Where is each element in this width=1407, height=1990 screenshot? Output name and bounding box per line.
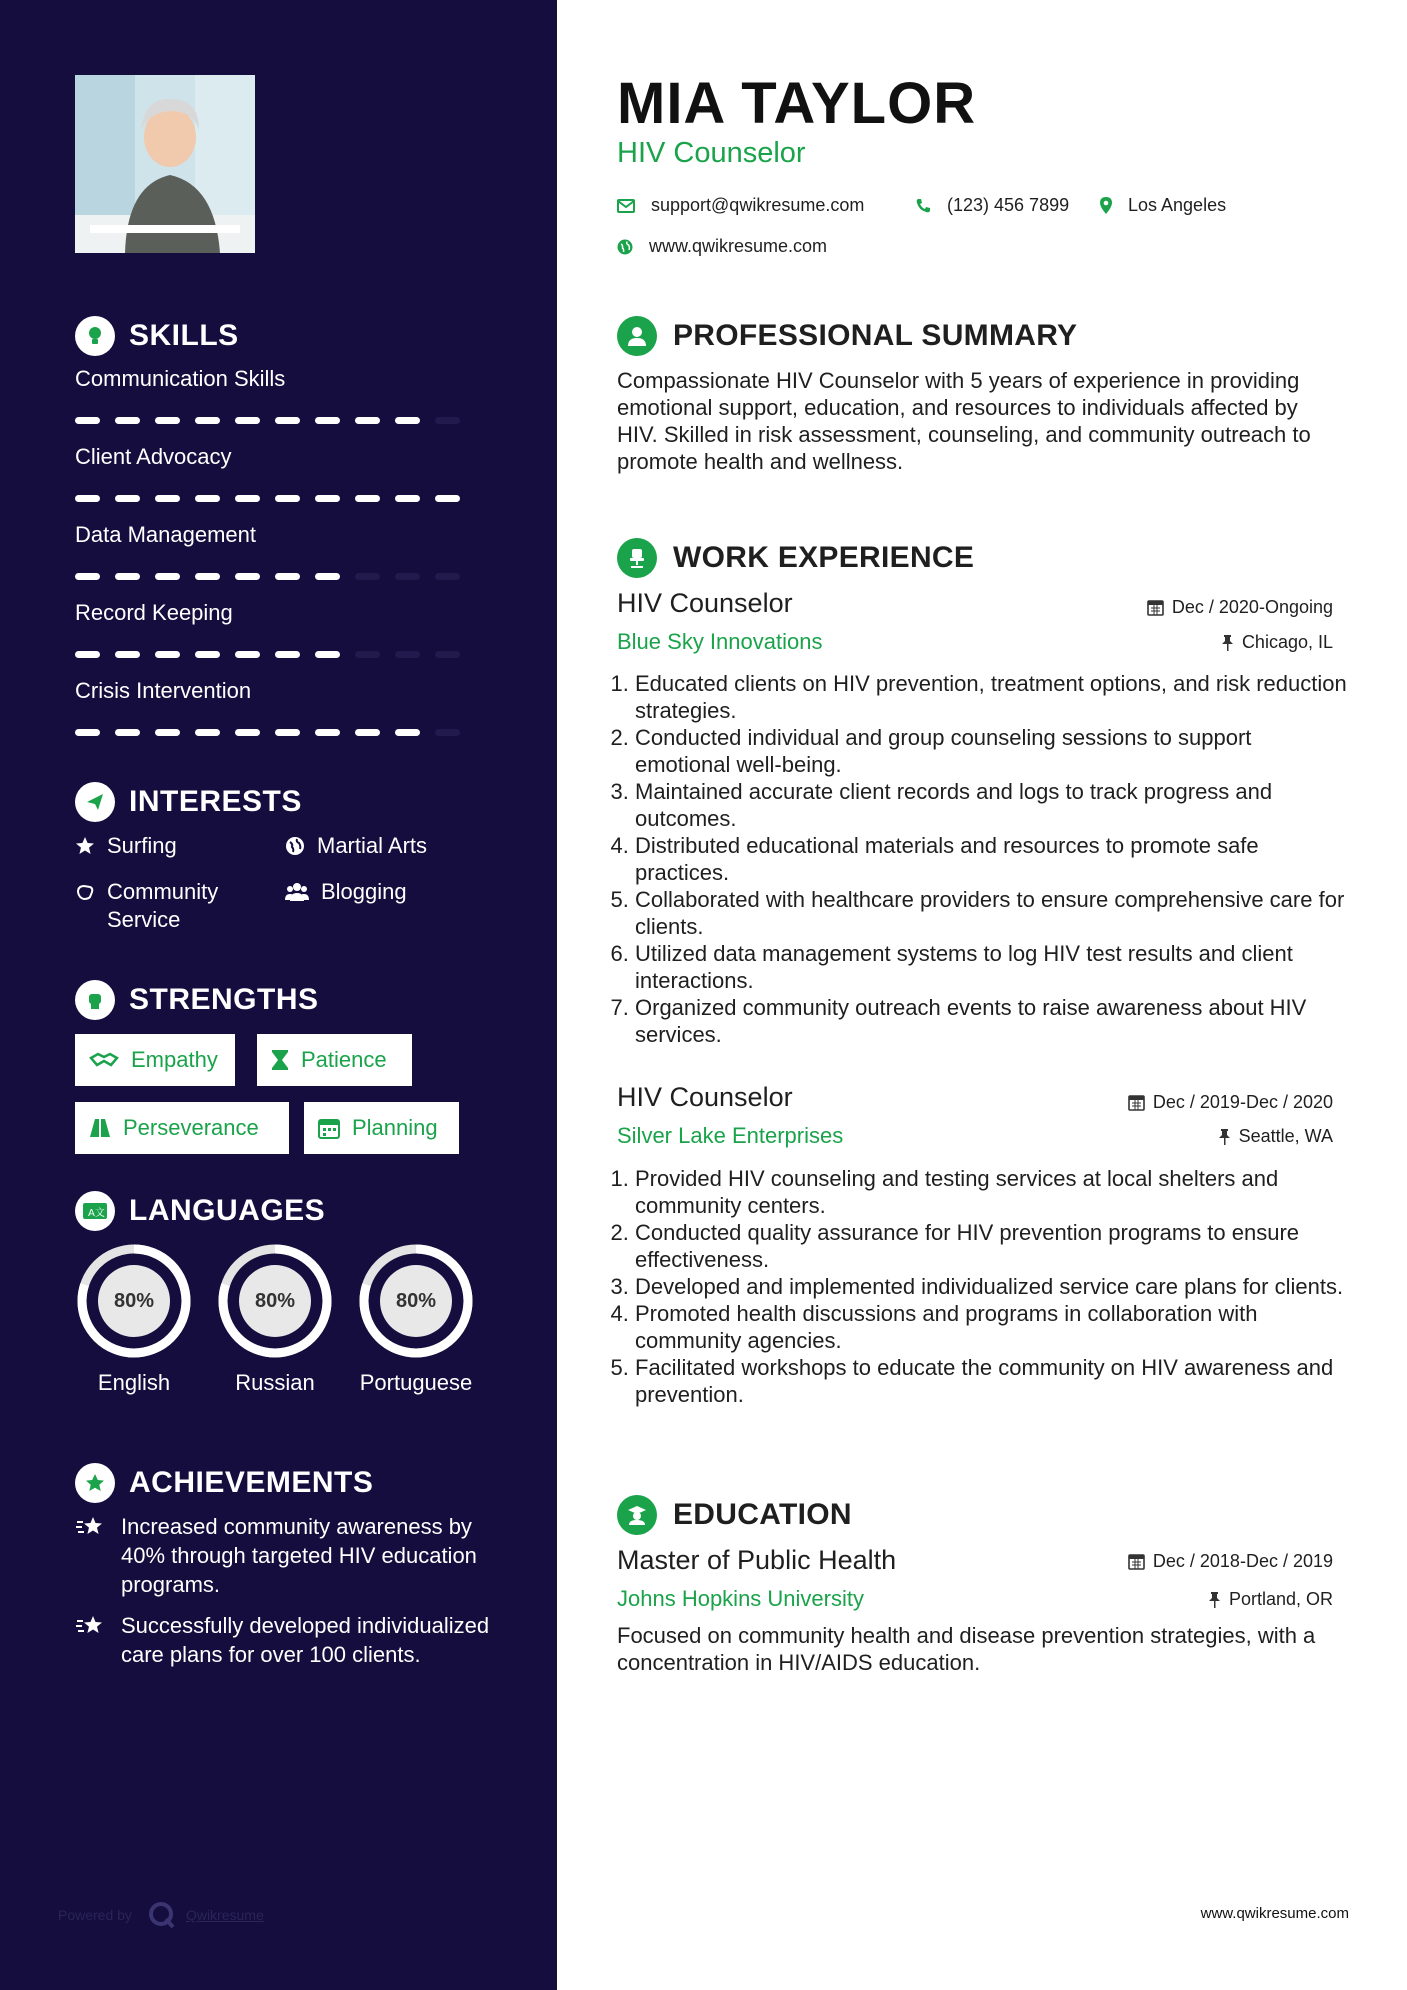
email-icon bbox=[617, 199, 635, 213]
skill-segment-empty bbox=[355, 651, 380, 658]
phone-text: (123) 456 7899 bbox=[947, 195, 1070, 215]
job-dates-text: Dec / 2020-Ongoing bbox=[1171, 597, 1333, 617]
stars-icon bbox=[75, 1514, 107, 1540]
skill-segment-filled bbox=[155, 573, 180, 580]
language-label: Portuguese bbox=[359, 1370, 473, 1395]
skill-segment-filled bbox=[75, 495, 100, 502]
job-duties bbox=[617, 670, 1350, 1048]
skill-segment-filled bbox=[115, 651, 140, 658]
skill-segment-empty bbox=[395, 573, 420, 580]
skill-segment-filled bbox=[275, 417, 300, 424]
skill-segment-filled bbox=[195, 573, 220, 580]
skill-bar bbox=[75, 651, 460, 658]
language-ring bbox=[215, 1241, 335, 1361]
education-location-text: Portland, OR bbox=[1228, 1589, 1333, 1609]
job-dates-text: Dec / 2019-Dec / 2020 bbox=[1152, 1092, 1333, 1112]
skill-segment-filled bbox=[195, 729, 220, 736]
education-text: Focused on community health and disease prevention strategies, with a concentration in HIV/AIDS education. bbox=[617, 1623, 1316, 1675]
interest-item bbox=[75, 878, 255, 934]
skill-segment-filled bbox=[235, 417, 260, 424]
achievement-text: Successfully developed individualized care plans for over 100 clients. bbox=[121, 1613, 490, 1667]
language-icon bbox=[75, 1191, 115, 1231]
skill-segment-filled bbox=[195, 651, 220, 658]
education-title: EDUCATION bbox=[673, 1498, 852, 1531]
graduate-icon bbox=[617, 1495, 657, 1535]
skill-bar bbox=[75, 573, 460, 580]
duty-item: 4. Distributed educational materials and resources to promote safe practices. bbox=[635, 832, 1350, 886]
sidebar bbox=[0, 0, 557, 1990]
website-text: www.qwikresume.com bbox=[649, 236, 828, 256]
stars-icon bbox=[75, 1613, 107, 1639]
contact-phone[interactable] bbox=[915, 195, 1069, 216]
globe-icon bbox=[617, 239, 633, 255]
skill-label: Data Management bbox=[75, 522, 256, 547]
office-chair-icon bbox=[617, 538, 657, 578]
strength-label: Empathy bbox=[131, 1047, 218, 1072]
skill-segment-empty bbox=[355, 573, 380, 580]
skill-label: Communication Skills bbox=[75, 366, 286, 391]
interest-label: Martial Arts bbox=[317, 833, 428, 858]
job-duties bbox=[617, 1165, 1350, 1408]
candidate-role: HIV Counselor bbox=[617, 137, 806, 169]
skill-segment-empty bbox=[435, 573, 460, 580]
brand-link[interactable]: Qwikresume bbox=[185, 1907, 264, 1923]
user-icon bbox=[617, 316, 657, 356]
duty-item: 2. Conducted individual and group counseling sessions to support emotional well-being. bbox=[635, 724, 1350, 778]
skill-segment-filled bbox=[75, 417, 100, 424]
skill-segment-filled bbox=[235, 573, 260, 580]
skill-segment-filled bbox=[115, 417, 140, 424]
languages-heading bbox=[75, 1191, 325, 1231]
skill-segment-filled bbox=[275, 651, 300, 658]
skill-bar bbox=[75, 495, 460, 502]
pushpin-icon bbox=[1221, 634, 1234, 651]
languages-title: LANGUAGES bbox=[129, 1194, 326, 1227]
skill-segment-empty bbox=[435, 651, 460, 658]
location-text: Los Angeles bbox=[1128, 195, 1227, 215]
star-icon bbox=[75, 836, 95, 856]
language-percent: 80% bbox=[239, 1265, 311, 1337]
job-title: HIV Counselor bbox=[617, 1082, 793, 1112]
strengths-heading bbox=[75, 980, 319, 1020]
skill-segment-filled bbox=[395, 495, 420, 502]
summary-heading bbox=[617, 316, 1077, 356]
contact-email[interactable] bbox=[617, 195, 864, 216]
skill-segment-filled bbox=[275, 495, 300, 502]
language-item bbox=[74, 1241, 194, 1397]
skill-segment-filled bbox=[155, 729, 180, 736]
skills-title: SKILLS bbox=[129, 319, 239, 352]
star-badge-icon bbox=[75, 1463, 115, 1503]
strength-badge bbox=[304, 1102, 459, 1154]
hand-icon bbox=[75, 882, 95, 902]
globe-icon bbox=[285, 836, 305, 856]
skill-segment-filled bbox=[155, 417, 180, 424]
skill-segment-empty bbox=[435, 417, 460, 424]
skill-segment-filled bbox=[275, 729, 300, 736]
skill-segment-filled bbox=[195, 417, 220, 424]
skill-segment-filled bbox=[395, 417, 420, 424]
location-pin-icon bbox=[1100, 197, 1112, 214]
users-icon bbox=[285, 882, 309, 902]
job-dates bbox=[1147, 597, 1333, 618]
footer-url[interactable]: www.qwikresume.com bbox=[1200, 1905, 1349, 1922]
pushpin-icon bbox=[1208, 1591, 1221, 1608]
pushpin-icon bbox=[1218, 1128, 1231, 1145]
skill-segment-filled bbox=[355, 495, 380, 502]
summary-title: PROFESSIONAL SUMMARY bbox=[673, 319, 1078, 352]
job-location bbox=[1218, 1126, 1333, 1147]
road-icon bbox=[89, 1118, 111, 1138]
language-percent: 80% bbox=[98, 1265, 170, 1337]
degree-title: Master of Public Health bbox=[617, 1545, 897, 1575]
strength-label: Planning bbox=[352, 1115, 438, 1140]
interest-label: Blogging bbox=[321, 879, 407, 904]
skill-segment-filled bbox=[155, 651, 180, 658]
powered-by-label: Powered by bbox=[58, 1907, 132, 1923]
duty-item: 2. Conducted quality assurance for HIV prevention programs to ensure effectiveness. bbox=[635, 1219, 1350, 1273]
skill-bar bbox=[75, 729, 460, 736]
contact-website[interactable] bbox=[617, 236, 827, 257]
strength-badge bbox=[75, 1102, 289, 1154]
contact-location bbox=[1100, 195, 1226, 216]
skill-segment-filled bbox=[235, 495, 260, 502]
skill-label: Record Keeping bbox=[75, 600, 233, 625]
language-item bbox=[215, 1241, 335, 1397]
skill-segment-filled bbox=[395, 729, 420, 736]
job-dates bbox=[1128, 1092, 1333, 1113]
summary-text: Compassionate HIV Counselor with 5 years of experience in providing emotional support, education, and resources to individuals affected by HIV. Skilled in risk assessment, counseling, and community outreach to promote health and wellness. bbox=[617, 368, 1311, 474]
hourglass-icon bbox=[271, 1049, 289, 1071]
strength-badge bbox=[257, 1034, 412, 1086]
skill-label: Crisis Intervention bbox=[75, 678, 252, 703]
skill-segment-empty bbox=[435, 729, 460, 736]
fist-icon bbox=[75, 980, 115, 1020]
interests-heading bbox=[75, 782, 302, 822]
education-dates-text: Dec / 2018-Dec / 2019 bbox=[1152, 1551, 1333, 1571]
candidate-name: MIA TAYLOR bbox=[617, 71, 977, 136]
language-item bbox=[356, 1241, 476, 1397]
powered-by bbox=[58, 1900, 264, 1930]
skill-segment-filled bbox=[235, 729, 260, 736]
skill-segment-filled bbox=[315, 573, 340, 580]
skill-segment-filled bbox=[155, 495, 180, 502]
skill-segment-filled bbox=[75, 573, 100, 580]
skill-label: Client Advocacy bbox=[75, 444, 232, 469]
interest-item bbox=[285, 832, 427, 860]
experience-heading bbox=[617, 538, 974, 578]
profile-photo bbox=[75, 75, 255, 253]
interest-item bbox=[75, 832, 177, 860]
skill-segment-filled bbox=[275, 573, 300, 580]
interest-item bbox=[285, 878, 407, 906]
skill-segment-filled bbox=[195, 495, 220, 502]
calendar-icon bbox=[1128, 1553, 1145, 1570]
paper-plane-icon bbox=[75, 782, 115, 822]
strength-label: Patience bbox=[301, 1047, 387, 1072]
education-location bbox=[1208, 1589, 1333, 1610]
strength-badge bbox=[75, 1034, 235, 1086]
skill-segment-filled bbox=[315, 729, 340, 736]
skill-segment-filled bbox=[75, 651, 100, 658]
job-location bbox=[1221, 632, 1333, 653]
skill-segment-filled bbox=[355, 729, 380, 736]
skill-segment-filled bbox=[355, 417, 380, 424]
duty-item: 7. Organized community outreach events to raise awareness about HIV services. bbox=[635, 994, 1350, 1048]
achievement-item bbox=[75, 1512, 505, 1599]
job-company: Blue Sky Innovations bbox=[617, 629, 823, 654]
duty-item: 1. Provided HIV counseling and testing services at local shelters and community centers. bbox=[635, 1165, 1350, 1219]
language-label: Russian bbox=[235, 1370, 315, 1395]
job-location-text: Seattle, WA bbox=[1238, 1126, 1333, 1146]
school-name: Johns Hopkins University bbox=[617, 1586, 864, 1611]
skills-heading bbox=[75, 316, 239, 356]
qwikresume-logo-icon bbox=[146, 1900, 178, 1930]
skill-segment-filled bbox=[115, 729, 140, 736]
duty-item: 6. Utilized data management systems to log HIV test results and client interactions. bbox=[635, 940, 1350, 994]
duty-item: 3. Developed and implemented individualized service care plans for clients. bbox=[635, 1273, 1350, 1300]
strength-label: Perseverance bbox=[123, 1115, 259, 1140]
interests-title: INTERESTS bbox=[129, 785, 302, 818]
skill-segment-filled bbox=[435, 495, 460, 502]
job-title: HIV Counselor bbox=[617, 588, 793, 618]
interest-label: Surfing bbox=[107, 833, 177, 858]
duty-item: 1. Educated clients on HIV prevention, treatment options, and risk reduction strategies. bbox=[635, 670, 1350, 724]
language-label: English bbox=[97, 1370, 171, 1395]
duty-item: 5. Collaborated with healthcare providers to ensure comprehensive care for clients. bbox=[635, 886, 1350, 940]
education-dates bbox=[1128, 1551, 1333, 1572]
duty-item: 3. Maintained accurate client records and logs to track progress and outcomes. bbox=[635, 778, 1350, 832]
duty-item: 4. Promoted health discussions and programs in collaboration with community agencies. bbox=[635, 1300, 1350, 1354]
handshake-icon bbox=[89, 1051, 119, 1069]
skill-segment-empty bbox=[395, 651, 420, 658]
skill-bar bbox=[75, 417, 460, 424]
skill-segment-filled bbox=[315, 495, 340, 502]
achievements-title: ACHIEVEMENTS bbox=[129, 1466, 374, 1499]
language-percent: 80% bbox=[380, 1265, 452, 1337]
calendar-icon bbox=[1128, 1094, 1145, 1111]
phone-icon bbox=[915, 198, 931, 214]
skill-segment-filled bbox=[115, 573, 140, 580]
email-text: support@qwikresume.com bbox=[651, 195, 865, 215]
strengths-title: STRENGTHS bbox=[129, 983, 319, 1016]
language-ring bbox=[356, 1241, 476, 1361]
education-heading bbox=[617, 1495, 852, 1535]
skill-segment-filled bbox=[115, 495, 140, 502]
calendar-icon bbox=[1147, 599, 1164, 616]
achievement-item bbox=[75, 1611, 505, 1669]
skill-segment-filled bbox=[315, 651, 340, 658]
skill-segment-filled bbox=[315, 417, 340, 424]
skill-segment-filled bbox=[75, 729, 100, 736]
lightbulb-icon bbox=[75, 316, 115, 356]
duty-item: 5. Facilitated workshops to educate the community on HIV awareness and prevention. bbox=[635, 1354, 1350, 1408]
svg-text:A文: A文 bbox=[88, 1208, 105, 1219]
achievement-text: Increased community awareness by 40% through targeted HIV education programs. bbox=[121, 1514, 477, 1597]
skill-segment-filled bbox=[235, 651, 260, 658]
language-ring bbox=[74, 1241, 194, 1361]
achievements-heading bbox=[75, 1463, 373, 1503]
job-company: Silver Lake Enterprises bbox=[617, 1123, 844, 1148]
interest-label: Community Service bbox=[107, 879, 219, 932]
job-location-text: Chicago, IL bbox=[1241, 632, 1333, 652]
calendar-icon bbox=[318, 1117, 340, 1139]
experience-title: WORK EXPERIENCE bbox=[673, 541, 975, 574]
